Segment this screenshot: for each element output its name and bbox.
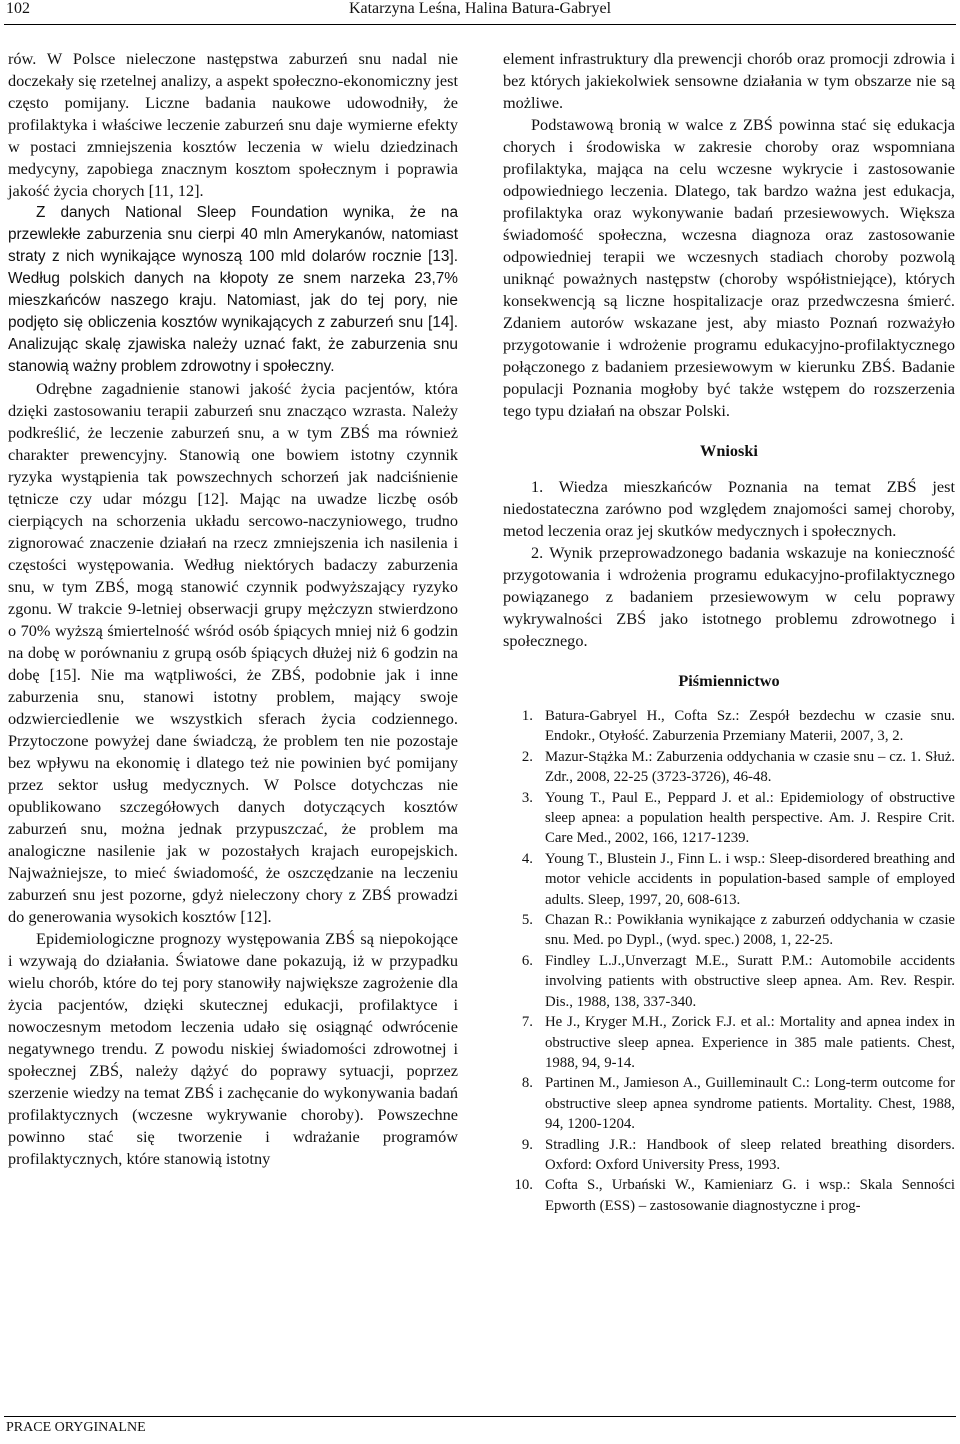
footer-section-label: PRACE ORYGINALNE [6, 1420, 146, 1435]
reference-text: Findley L.J.,Unverzagt M.E., Suratt P.M.: Automobile accidents involving patients with obstructive sleep apnea. Am. Rev. Respir. Dis., 1988, 138, 337-340. [545, 952, 955, 1010]
reference-item [503, 1135, 955, 1176]
reference-number: 4. [521, 850, 533, 867]
reference-item [503, 951, 955, 1012]
references-heading: Piśmiennictwo [678, 671, 780, 690]
reference-text: Partinen M., Jamieson A., Guilleminault C.: Long-term outcome for obstructive sleep apnea syndrome patients. Mortality. Chest, 1988, 94, 1200-1204. [545, 1075, 955, 1133]
reference-number: 3. [521, 789, 533, 806]
reference-item [503, 849, 955, 910]
left-column [8, 48, 458, 1170]
reference-item [503, 910, 955, 951]
reference-number: 6. [521, 952, 533, 969]
header-rule [4, 24, 956, 25]
reference-number: 7. [521, 1014, 533, 1031]
reference-item [503, 788, 955, 849]
reference-text: Cofta S., Urbański W., Kamieniarz G. i wsp.: Skala Senności Epworth (ESS) – zastosowanie diagnostyczne i prog- [545, 1177, 955, 1214]
reference-item [503, 747, 955, 788]
running-header-authors: Katarzyna Leśna, Halina Batura-Gabryel [348, 0, 612, 17]
reference-number: 9. [521, 1136, 533, 1153]
reference-text: Young T., Paul E., Peppard J. et al.: Epidemiology of obstructive sleep apnea: a population health perspective. Am. J. Respire Crit. Care Med., 2002, 166, 1217-1239. [545, 789, 955, 847]
reference-text: Stradling J.R.: Handbook of sleep related breathing disorders. Oxford: Oxford University Press, 1993. [545, 1136, 955, 1173]
conclusion-item: 1. Wiedza mieszkańców Poznania na temat ZBŚ jest niedostateczna zarówno pod względem znajomości samej choroby, metod leczenia oraz jej skutków medycznych i społecznych. [503, 477, 955, 540]
right-column [503, 48, 955, 1216]
reference-number: 1. [521, 708, 533, 724]
reference-number: 8. [521, 1075, 533, 1092]
body-paragraph: Odrębne zagadnienie stanowi jakość życia pacjentów, która dzięki zastosowaniu terapii zaburzeń snu znacząco wzrasta. Należy podkreślić, że leczenie zaburzeń snu, a w tym ZBŚ ma również charakter prewencyjny. Stanowią one bowiem istotny czynnik ryzyka wystąpienia tak powszechnych schorzeń jak nadciśnienie tętnicze czy udar mózgu [12]. Mając na uwadze liczbę osób cierpiących na schorzenia układu sercowo-naczyniowego, trudno zignorować znaczenie działań na rzecz zmniejszenia ich nasilenia i częstości występowania. Według niektórych badaczy zaburzenia snu, w tym ZBŚ, mogą stanowić czynnik podwyższający ryzyko zgonu. W trakcie 9-letniej obserwacji grupy mężczyzn stwierdzono o 70% wyższą śmiertelność wśród osób śpiących mniej niż 6 godzin na dobę w porównaniu z grupą osób śpiących dłużej niż 6 godzin na dobę [15]. Nie ma wątpliwości, że ZBŚ, podobnie jak i inne zaburzenia snu, stanowi istotny problem, mający swoje odzwierciedlenie we wszystkich sferach życia codziennego. Przytoczone powyżej dane świadczą, że problem ten nie pozostaje bez wpływu na ekonomię i dlatego też nie powinien być pomijany przez sektor usług medycznych. W Polsce dotychczas nie opublikowano szczegółowych danych dotyczących kosztów zaburzeń snu, można jednak przypuszczać, że problem ma analogiczne nasilenie jak w pozostałych krajach europejskich. Najważniejsze, to mieć świadomość, że oszczędzanie na leczeniu zaburzeń snu jest pozorne, gdyż nieleczony chory z ZBŚ prowadzi do generowania wysokich kosztów [12]. [8, 379, 458, 926]
reference-number: 2. [521, 748, 533, 765]
reference-text: Young T., Blustein J., Finn L. i wsp.: Sleep-disordered breathing and motor vehicle accidents in population-based sample of employed adults. Sleep, 1997, 20, 608-613. [545, 850, 955, 908]
reference-item [503, 1175, 955, 1216]
reference-text: Mazur-Stążka M.: Zaburzenia oddychania w czasie snu – cz. 1. Służ. Zdr., 2008, 22-25 (3723-3726), 46-48. [545, 748, 955, 786]
page-number: 102 [6, 0, 30, 17]
footer-rule [4, 1416, 956, 1417]
reference-item [503, 706, 955, 747]
reference-number: 10. [514, 1177, 533, 1194]
reference-number: 5. [521, 912, 533, 929]
body-paragraph: Z danych National Sleep Foundation wynika, że na przewlekłe zaburzenia snu cierpi 40 mln Amerykanów, natomiast straty z nich wynikające wynoszą 100 mld dolarów rocznie [13]. Według polskich danych na kłopoty ze snem narzeka 23,7% mieszkańców naszego kraju. Natomiast, jak do tej pory, nie podjęto się obliczenia kosztów wynikających z zaburzeń snu [14]. Analizując skalę zjawiska należy uznać fakt, że zaburzenia snu stanowią ważny problem zdrowotny i społeczny. [8, 204, 458, 375]
reference-text: Chazan R.: Powikłania wynikające z zaburzeń oddychania w czasie snu. Med. po Dypl., (wyd. spec.) 2008, 1, 22-25. [545, 912, 955, 949]
reference-item [503, 1012, 955, 1073]
body-paragraph: element infrastruktury dla prewencji chorób oraz promocji zdrowia i bez których jakiekolwiek sensowne działania w tym obszarze nie są możliwe. [503, 49, 955, 112]
reference-list [503, 706, 955, 1216]
body-paragraph: rów. W Polsce nieleczone następstwa zaburzeń snu nadal nie doczekały się rzetelnej analizy, a aspekt społeczno-ekonomiczny jest często pomijany. Liczne badania naukowe udowodniły, że profilaktyka i właściwe leczenie zaburzeń snu daje wymierne efekty w postaci zmniejszenia kosztów leczenia w wielu dziedzinach medycyny, zapobiega znacznym kosztom społecznym i poprawia jakość życia chorych [11, 12]. [8, 49, 458, 200]
conclusions-heading: Wnioski [700, 441, 758, 460]
reference-text: He J., Kryger M.H., Zorick F.J. et al.: Mortality and apnea index in obstructive sleep apnea. Experience in 385 male patients. Chest, 1988, 94, 9-14. [545, 1014, 955, 1071]
running-header [6, 0, 954, 22]
body-paragraph: Podstawową bronią w walce z ZBŚ powinna stać się edukacja chorych i środowiska w zakresie choroby oraz wspomniana profilaktyka, mająca na celu wczesne wykrycie i zastosowanie odpowiedniego leczenia. Dlatego, tak bardzo ważna jest edukacja, profilaktyka oraz wykonywanie badań przesiewowych. Większa świadomość społeczna, wczesna diagnoza oraz zastosowanie odpowiedniej terapii we wczesnych stadiach choroby pozwolą uniknąć poważnych następstw (choroby współistniejące), których konsekwencją są liczne hospitalizacje oraz przedwczesna śmierć. Zdaniem autorów wskazane jest, aby miasto Poznań rozważyło przygotowanie i wdrożenie programu edukacyjno-profilaktycznego połączonego z badaniem przesiewowym w kierunku ZBŚ. Badanie populacji Poznania mogłoby być także wstępem do rozszerzenia tego typu działań na obszar Polski. [503, 115, 955, 420]
reference-text: Batura-Gabryel H., Cofta Sz.: Zespół bezdechu w czasie snu. Endokr., Otyłość. Zaburzenia Przemiany Materii, 2007, 3, 2. [545, 708, 955, 745]
conclusion-item: 2. Wynik przeprowadzonego badania wskazuje na konieczność przygotowania i wdrożenia programu edukacyjno-profilaktycznego powiązanego z badaniem przesiewowym w celu poprawy wykrywalności ZBŚ jako istotnego problemu zdrowotnego i społecznego. [503, 543, 955, 650]
reference-item [503, 1073, 955, 1134]
body-paragraph: Epidemiologiczne prognozy występowania ZBŚ są niepokojące i wzywają do działania. Światowe dane pokazują, iż w przypadku wielu chorób, które do tej pory stanowiły największe zagrożenie dla życia pacjentów, dzięki skutecznej edukacji, profilaktyce i nowoczesnym metodom leczenia udało się osiągnąć odwrócenie negatywnego trendu. Z powodu niskiej świadomości zdrowotnej i społecznej ZBŚ, należy dążyć do poprawy sytuacji, poprzez szerzenie wiedzy na temat ZBŚ i zachęcanie do wykonywania badań profilaktycznych (wczesne wykrywanie choroby). Powszechne powinno stać się tworzenie i wdrażanie programów profilaktycznych, które stanowią istotny [8, 929, 458, 1168]
